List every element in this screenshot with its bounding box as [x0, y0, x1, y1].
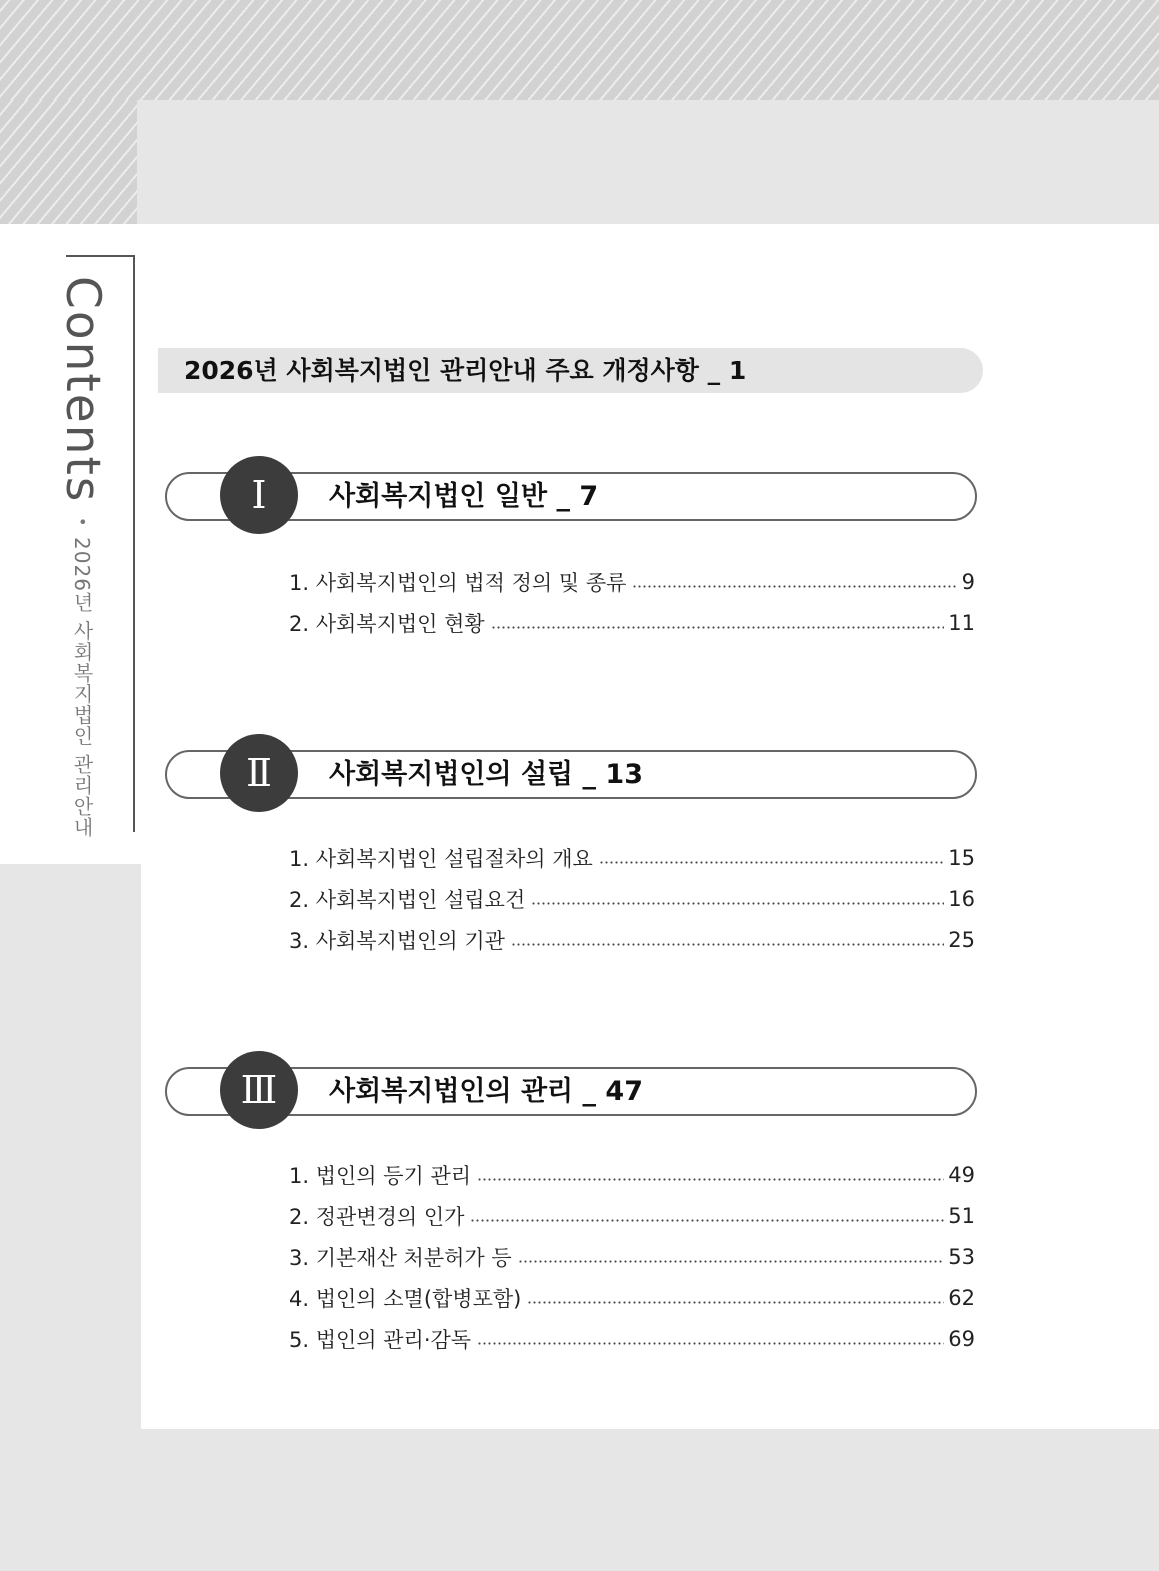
toc-entry[interactable]: [289, 608, 975, 638]
chapter-2-numeral: Ⅱ: [220, 734, 298, 812]
toc-entry[interactable]: [289, 843, 975, 873]
toc-entry-label: 4. 법인의 소멸(합병포함): [289, 1287, 522, 1311]
toc-entry-label: 1. 사회복지법인의 법적 정의 및 종류: [289, 571, 627, 595]
toc-entry[interactable]: [289, 1324, 975, 1354]
chapter-3-header[interactable]: [165, 1067, 977, 1116]
toc-entry-label: 2. 사회복지법인 현황: [289, 612, 485, 636]
toc-entry-page: 49: [948, 1163, 975, 1187]
toc-leader-dots: [632, 585, 957, 588]
toc-entry-page: 25: [948, 928, 975, 952]
toc-leader-dots: [511, 943, 944, 946]
header-stripe-pattern-left: [0, 100, 137, 224]
sidebar-title: [50, 276, 110, 836]
toc-entry-page: 51: [948, 1204, 975, 1228]
toc-entry-label: 2. 사회복지법인 설립요건: [289, 888, 526, 912]
toc-leader-dots: [491, 626, 945, 629]
contents-heading: Contents: [55, 276, 110, 504]
sidebar-separator: •: [73, 516, 92, 526]
chapter-3-title: 사회복지법인의 관리 _ 47: [329, 1076, 644, 1107]
document-subtitle: 2026년 사회복지법인 관리안내: [70, 537, 94, 838]
toc-entry-page: 62: [948, 1286, 975, 1310]
toc-entry-label: 1. 사회복지법인 설립절차의 개요: [289, 847, 593, 871]
toc-entry-page: 15: [948, 846, 975, 870]
toc-entry-label: 1. 법인의 등기 관리: [289, 1164, 472, 1188]
toc-entry-label: 3. 사회복지법인의 기관: [289, 929, 505, 953]
toc-leader-dots: [477, 1178, 944, 1181]
revision-banner[interactable]: [158, 348, 983, 393]
revision-banner-text: 2026년 사회복지법인 관리안내 주요 개정사항 _ 1: [184, 356, 747, 385]
toc-entry-label: 2. 정관변경의 인가: [289, 1205, 465, 1229]
toc-entry-page: 9: [961, 570, 975, 594]
toc-leader-dots: [599, 861, 944, 864]
toc-entry-label: 5. 법인의 관리·감독: [289, 1328, 472, 1352]
chapter-3-numeral: Ⅲ: [220, 1051, 298, 1129]
toc-entry[interactable]: [289, 1242, 975, 1272]
toc-leader-dots: [470, 1219, 944, 1222]
header-stripe-pattern: [0, 0, 1159, 100]
toc-entry-page: 16: [948, 887, 975, 911]
toc-leader-dots: [518, 1260, 945, 1263]
chapter-2-header[interactable]: [165, 750, 977, 799]
chapter-1-title: 사회복지법인 일반 _ 7: [329, 481, 599, 512]
toc-entry-page: 69: [948, 1327, 975, 1351]
chapter-1-header[interactable]: [165, 472, 977, 521]
toc-entry[interactable]: [289, 1201, 975, 1231]
toc-entry-label: 3. 기본재산 처분허가 등: [289, 1246, 512, 1270]
toc-entry-page: 11: [948, 611, 975, 635]
sidebar-rule-top: [66, 255, 134, 257]
toc-entry[interactable]: [289, 1283, 975, 1313]
toc-entry[interactable]: [289, 925, 975, 955]
header-gray-band: [137, 100, 1159, 224]
toc-leader-dots: [527, 1301, 944, 1304]
toc-entry[interactable]: [289, 567, 975, 597]
toc-leader-dots: [531, 902, 944, 905]
sidebar-rule: [133, 255, 135, 832]
toc-entry-page: 53: [948, 1245, 975, 1269]
toc-entry[interactable]: [289, 1160, 975, 1190]
chapter-2-title: 사회복지법인의 설립 _ 13: [329, 759, 644, 790]
toc-entry[interactable]: [289, 884, 975, 914]
toc-leader-dots: [477, 1342, 944, 1345]
chapter-1-numeral: Ⅰ: [220, 456, 298, 534]
